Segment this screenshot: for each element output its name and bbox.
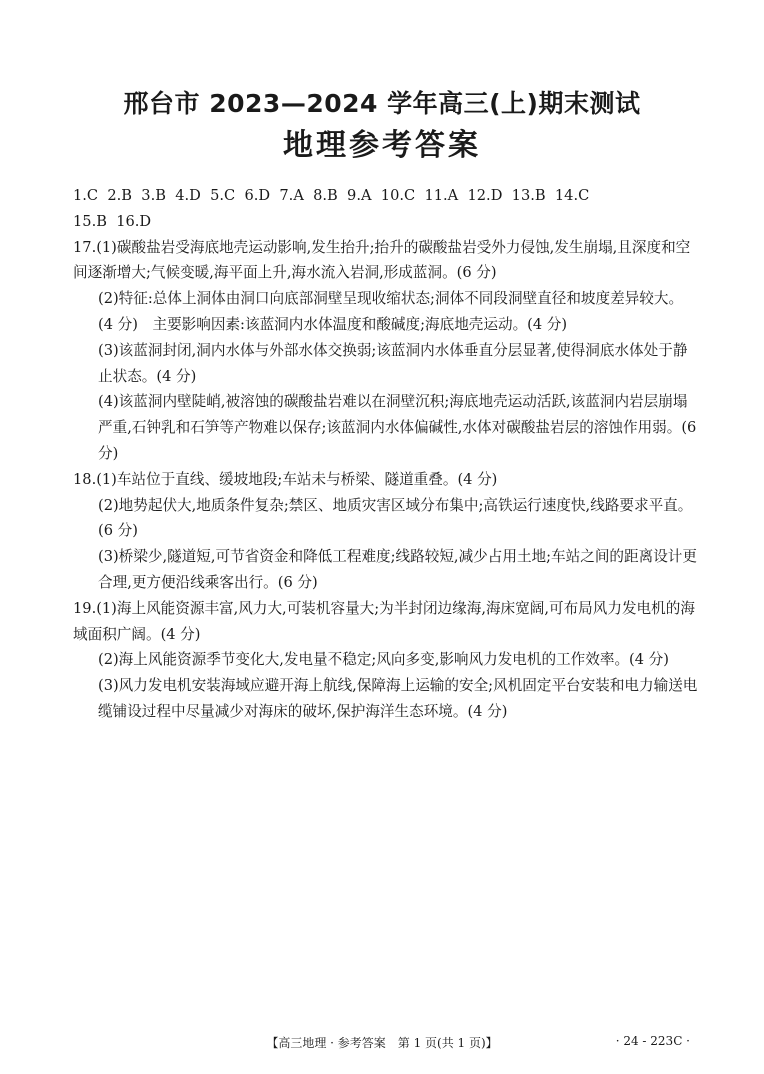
q19-part-3: (3)风力发电机安装海域应避开海上航线,保障海上运输的安全;风机固定平台安装和电力输送电缆铺设过程中尽量减少对海床的破坏,保护海洋生态环境。(4 分) — [98, 677, 698, 720]
question-19-answer — [73, 596, 698, 725]
answer-key-heading: 地理参考答案 — [283, 128, 481, 163]
q17-part-2: (2)特征:总体上洞体由洞口向底部洞壁呈现收缩状态;洞体不同段洞壁直径和坡度差异较大。(4 分) 主要影响因素:该蓝洞内水体温度和酸碱度;海底地壳运动。(4 分) — [98, 290, 684, 333]
q18-part-1: 18.(1)车站位于直线、缓坡地段;车站未与桥梁、隧道重叠。(4 分) — [73, 470, 498, 488]
q18-part-3: (3)桥梁少,隧道短,可节省资金和降低工程难度;线路较短,减少占用土地;车站之间的距离设计更合理,更方便沿线乘客出行。(6 分) — [98, 548, 697, 591]
mc-answers-line-2: 15.B 16.D — [73, 212, 152, 230]
exam-title: 邢台市 2023—2024 学年高三(上)期末测试 — [123, 89, 641, 118]
q18-part-2: (2)地势起伏大,地质条件复杂;禁区、地质灾害区域分布集中;高铁运行速度快,线路要求平直。(6 分) — [98, 496, 693, 540]
question-17-answer — [73, 235, 698, 467]
answer-content — [73, 183, 698, 725]
q17-part-4: (4)该蓝洞内壁陡峭,被溶蚀的碳酸盐岩难以在洞壁沉积;海底地壳运动活跃,该蓝洞内岩层崩塌严重,石钟乳和石笋等产物难以保存;该蓝洞内水体偏碱性,水体对碳酸盐岩层的溶蚀作用弱。(6 分) — [98, 393, 697, 462]
q19-part-2: (2)海上风能资源季节变化大,发电量不稳定;风向多变,影响风力发电机的工作效率。(4 分) — [98, 651, 669, 669]
footer-page-info: 【高三地理 · 参考答案 第 1 页(共 1 页)】 — [266, 1036, 498, 1050]
question-18-answer — [73, 467, 698, 596]
mc-answers-line-1: 1.C 2.B 3.B 4.D 5.C 6.D 7.A 8.B 9.A 10.C 11.A 12.D 13.B 14.C — [73, 187, 590, 204]
q19-part-1: 19.(1)海上风能资源丰富,风力大,可装机容量大;为半封闭边缘海,海床宽阔,可布局风力发电机的海域面积广阔。(4 分) — [73, 599, 695, 643]
q17-part-1: 17.(1)碳酸盐岩受海底地壳运动影响,发生抬升;抬升的碳酸盐岩受外力侵蚀,发生崩塌,且深度和空间逐渐增大;气候变暖,海平面上升,海水流入岩洞,形成蓝洞。(6 分) — [73, 238, 691, 282]
multiple-choice-answers — [73, 183, 698, 235]
footer-doc-code: · 24 - 223C · — [615, 1034, 690, 1048]
q17-part-3: (3)该蓝洞封闭,洞内水体与外部水体交换弱;该蓝洞内水体垂直分层显著,使得洞底水体处于静止状态。(4 分) — [98, 341, 688, 385]
